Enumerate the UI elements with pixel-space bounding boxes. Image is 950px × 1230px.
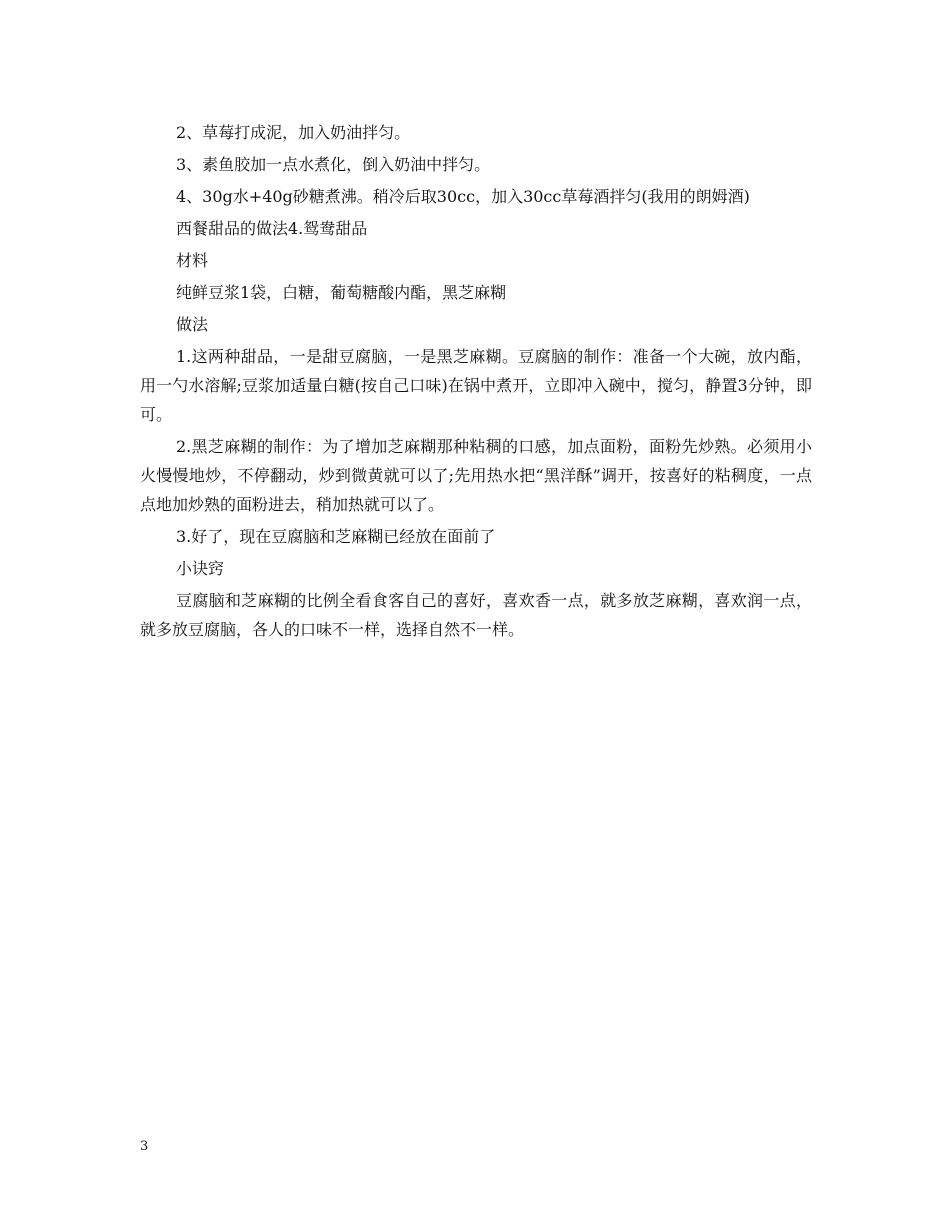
tips-heading: 小诀窍 — [176, 559, 225, 578]
ingredients-list: 纯鲜豆浆1袋，白糖，葡萄糖酸内酯，黑芝麻糊 — [176, 283, 507, 302]
page-number: 3 — [140, 1139, 149, 1154]
step-4-paragraph: 4、30g水+40g砂糖煮沸。稍冷后取30cc，加入30cc草莓酒拌匀(我用的朗姆酒) — [176, 187, 750, 206]
ingredients-heading: 材料 — [176, 251, 209, 270]
document-body — [140, 118, 812, 647]
method-step-1: 1.这两种甜品，一是甜豆腐脑，一是黑芝麻糊。豆腐脑的制作：准备一个大碗，放内酯，用一勺水溶解;豆浆加适量白糖(按自己口味)在锅中煮开，立即冲入碗中，搅匀，静置3分钟，即可。 — [140, 347, 812, 424]
step-2-paragraph: 2、草莓打成泥，加入奶油拌匀。 — [176, 123, 411, 142]
method-step-3: 3.好了，现在豆腐脑和芝麻糊已经放在面前了 — [176, 527, 496, 546]
method-heading: 做法 — [176, 315, 209, 334]
section-heading: 西餐甜品的做法4.鸳鸯甜品 — [176, 219, 368, 238]
tips-paragraph: 豆腐脑和芝麻糊的比例全看食客自己的喜好，喜欢香一点，就多放芝麻糊，喜欢润一点，就多放豆腐脑，各人的口味不一样，选择自然不一样。 — [140, 591, 812, 639]
step-3-paragraph: 3、素鱼胶加一点水煮化，倒入奶油中拌匀。 — [176, 155, 491, 174]
method-step-2: 2.黑芝麻糊的制作：为了增加芝麻糊那种粘稠的口感，加点面粉，面粉先炒熟。必须用小火慢慢地炒，不停翻动，炒到微黄就可以了;先用热水把“黑洋酥”调开，按喜好的粘稠度，一点点地加炒熟的面粉进去，稍加热就可以了。 — [140, 437, 812, 514]
